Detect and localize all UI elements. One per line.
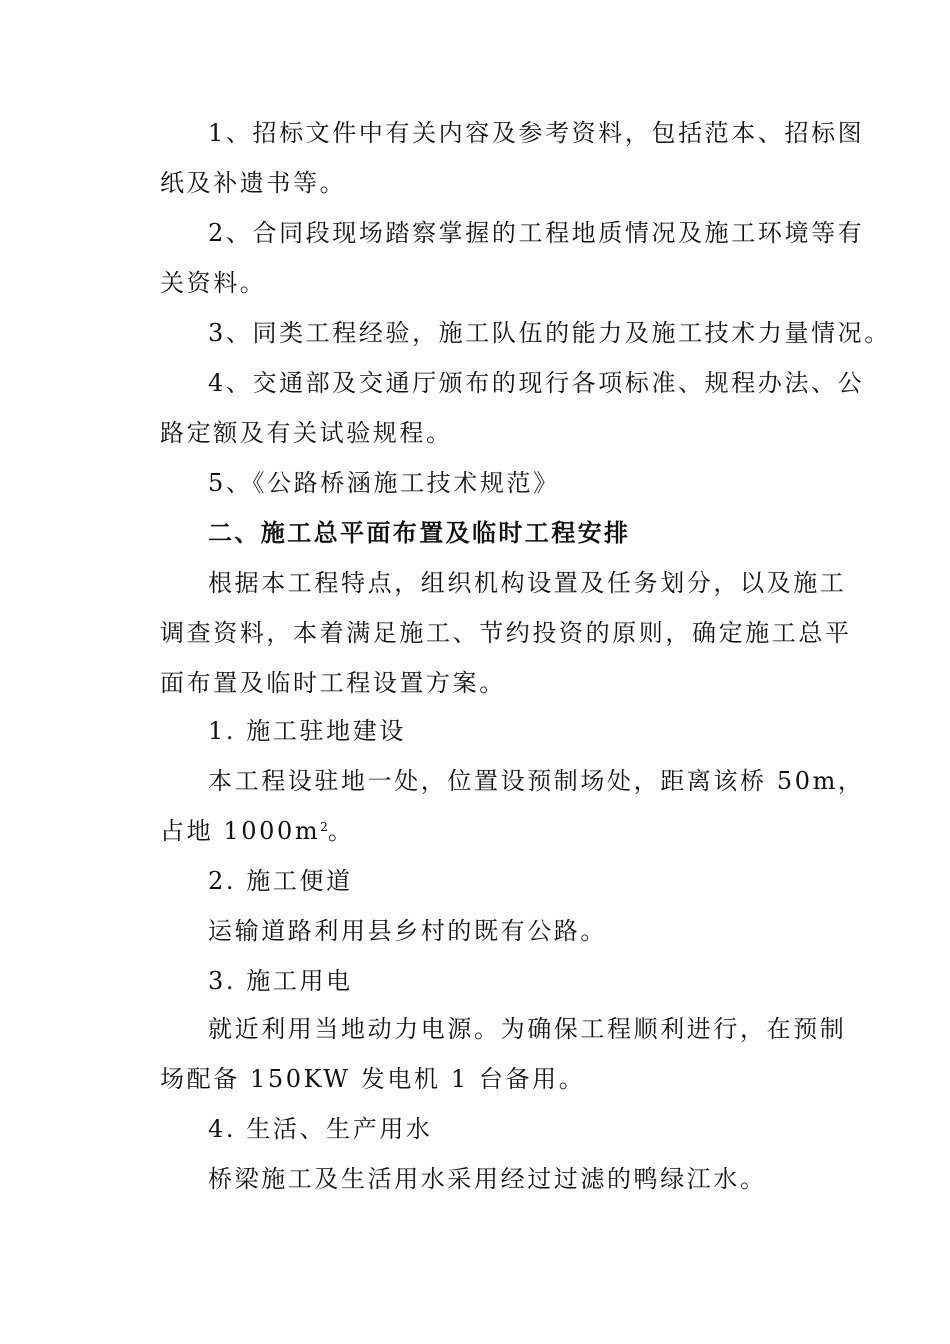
subsection-1-title: 1. 施工驻地建设 — [208, 717, 406, 745]
list-item-2-line-2: 关资料。 — [160, 269, 267, 297]
list-item-2-line-1: 2、合同段现场踏察掌握的工程地质情况及施工环境等有 — [208, 219, 865, 247]
subsection-3-title: 3. 施工用电 — [208, 967, 353, 995]
list-item-4-line-1: 4、交通部及交通厅颁布的现行各项标准、规程办法、公 — [208, 369, 865, 397]
list-item-4-line-2: 路定额及有关试验规程。 — [160, 419, 453, 447]
subsection-2-title: 2. 施工便道 — [208, 867, 353, 895]
subsection-1-line-2 — [160, 816, 355, 846]
subsection-3-line-1: 就近利用当地动力电源。为确保工程顺利进行，在预制 — [208, 1015, 847, 1043]
list-item-1-line-2: 纸及补遗书等。 — [160, 169, 347, 197]
list-item-5: 5、《公路桥涵施工技术规范》 — [208, 469, 560, 497]
list-item-3: 3、同类工程经验，施工队伍的能力及施工技术力量情况。 — [208, 319, 891, 347]
land-area-text: 占地 1000m — [160, 817, 321, 845]
subsection-3-line-2: 场配备 150KW 发电机 1 台备用。 — [160, 1065, 586, 1093]
subsection-2-line-1: 运输道路利用县乡村的既有公路。 — [208, 917, 607, 945]
section-intro-line-1: 根据本工程特点，组织机构设置及任务划分，以及施工 — [208, 569, 847, 597]
section-intro-line-3: 面布置及临时工程设置方案。 — [160, 669, 506, 697]
subsection-4-line-1: 桥梁施工及生活用水采用经过过滤的鸭绿江水。 — [208, 1165, 767, 1193]
subsection-4-title: 4. 生活、生产用水 — [208, 1115, 433, 1143]
list-item-1-line-1: 1、招标文件中有关内容及参考资料，包括范本、招标图 — [208, 119, 865, 147]
land-area-period: 。 — [327, 817, 355, 845]
superscript-2: 2 — [320, 820, 328, 834]
section-intro-line-2: 调查资料，本着满足施工、节约投资的原则，确定施工总平 — [160, 619, 852, 647]
subsection-1-line-1: 本工程设驻地一处，位置设预制场处，距离该桥 50m， — [208, 767, 865, 795]
section-heading: 二、施工总平面布置及临时工程安排 — [208, 518, 631, 547]
